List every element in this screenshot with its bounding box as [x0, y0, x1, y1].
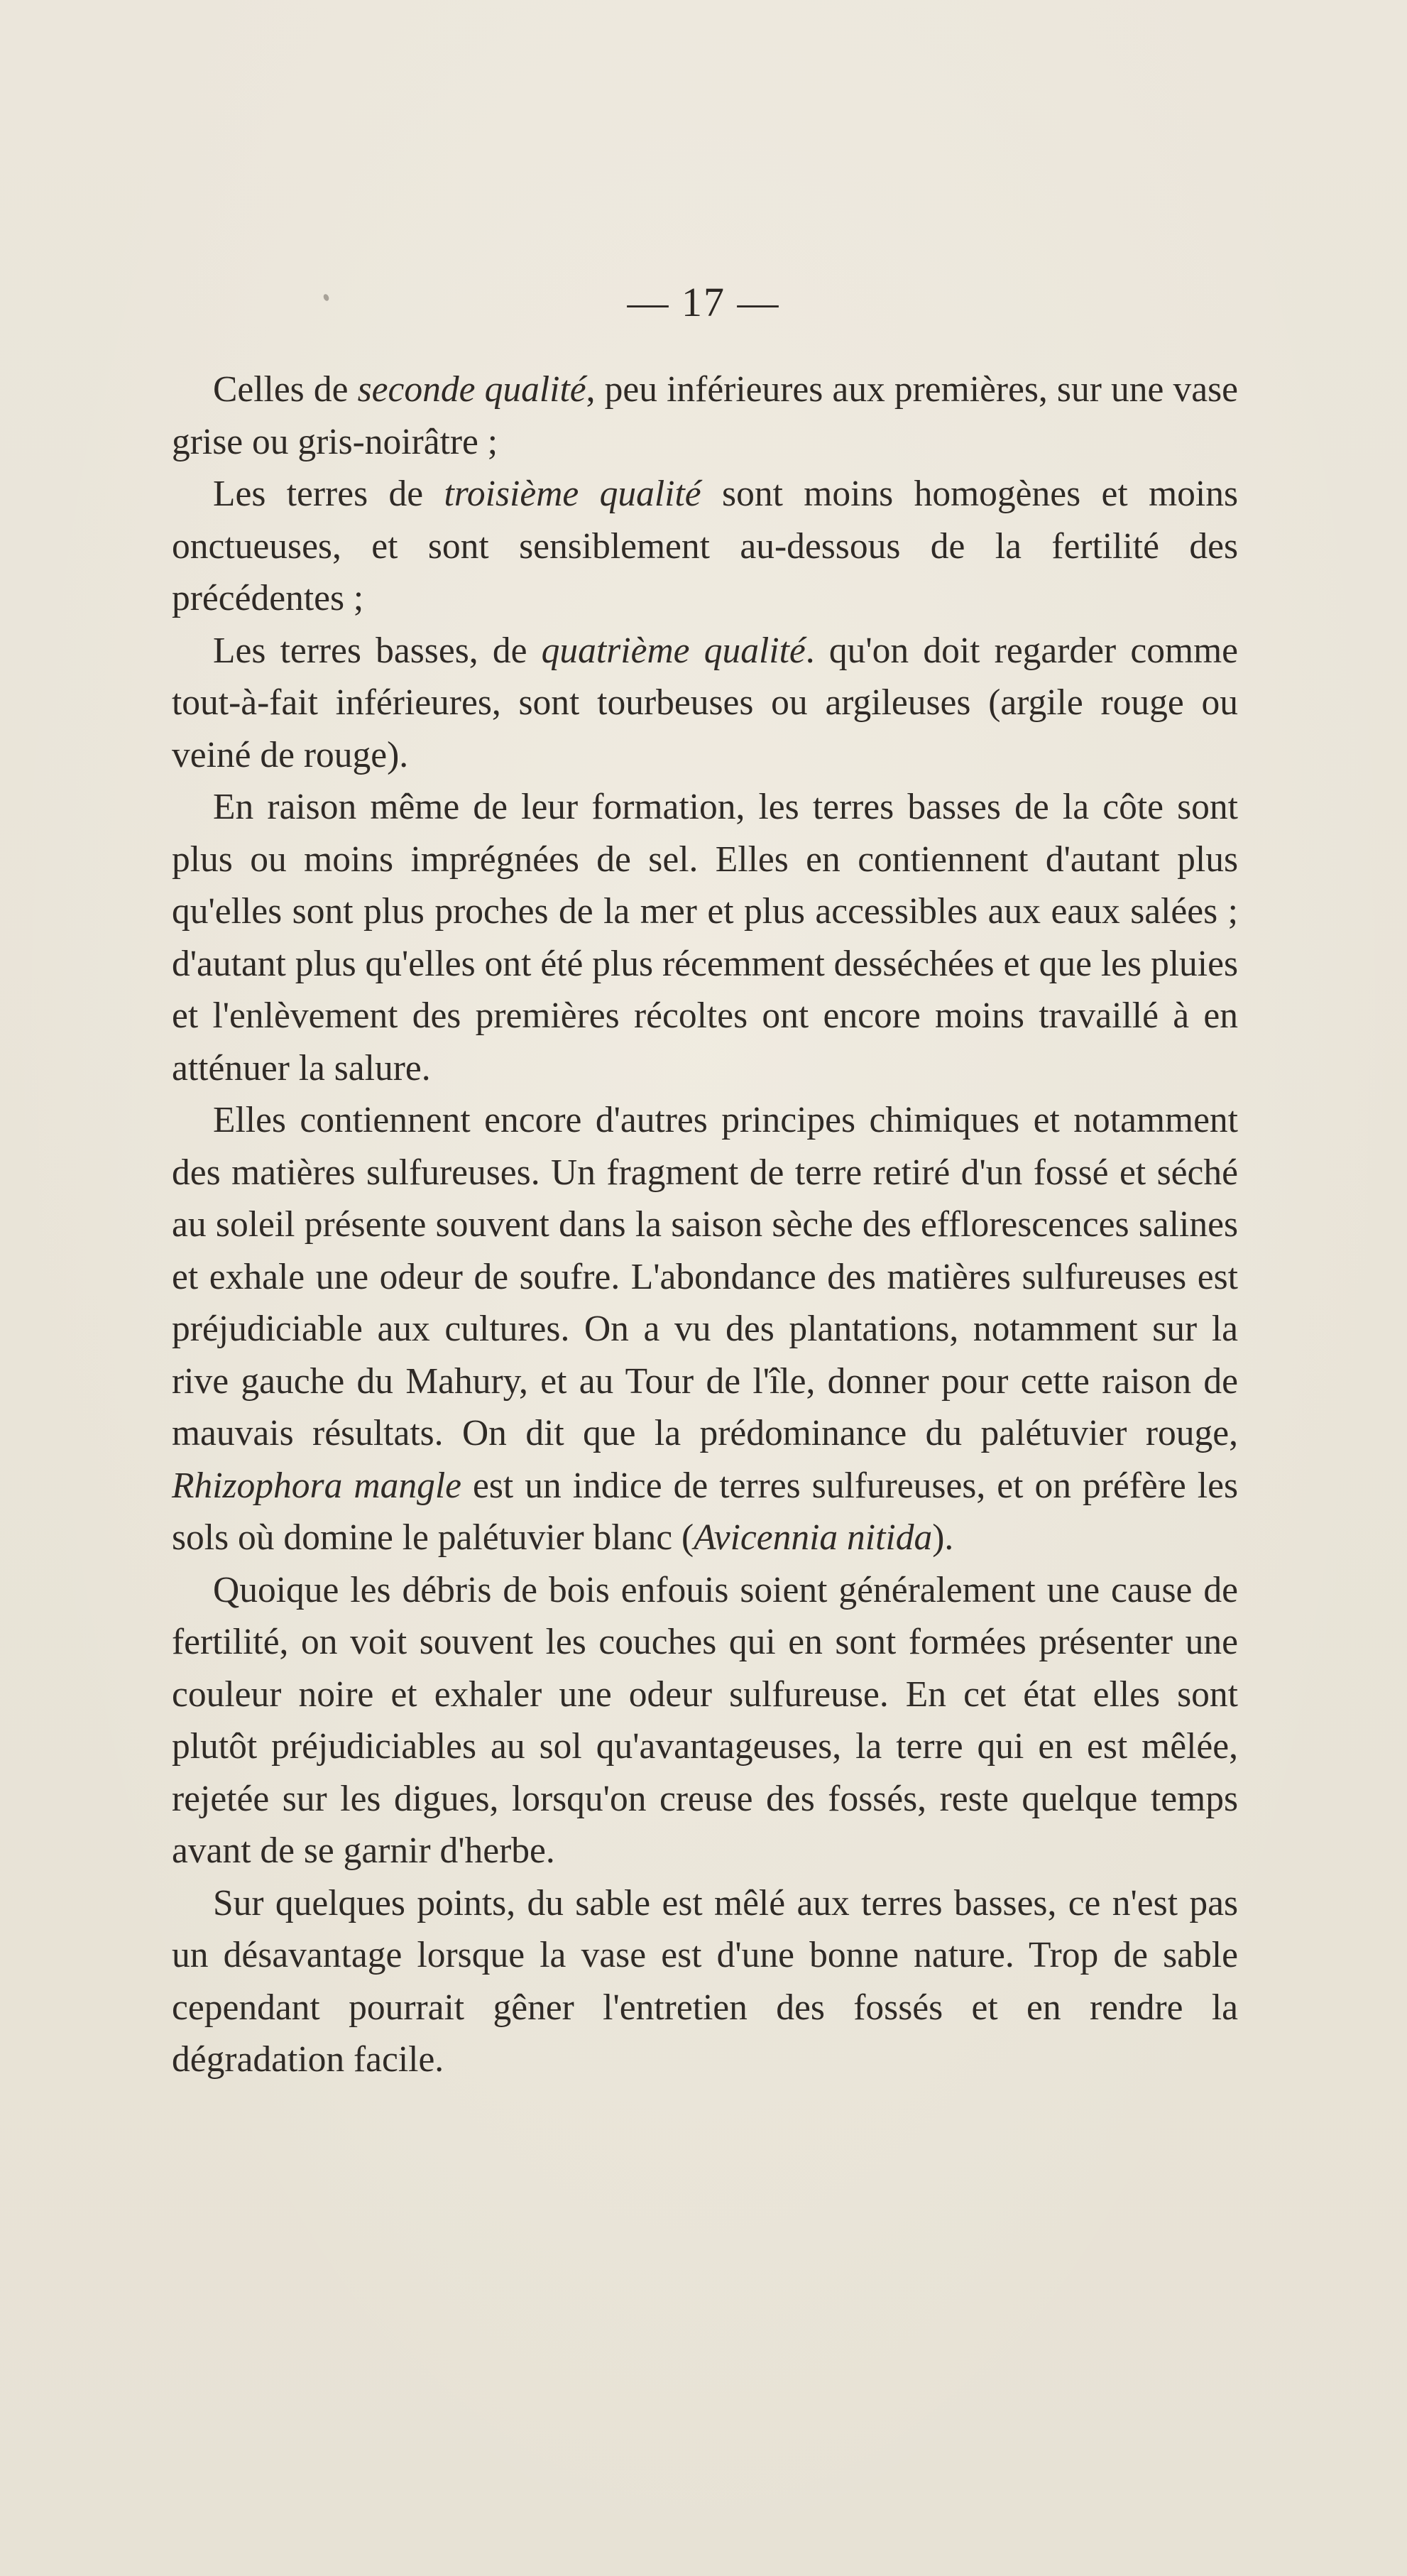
- body-text: [172, 364, 1238, 2086]
- text-run: est un indice de terres sulfureuses, et on préfère les sols où domine le palétuvier blanc (: [172, 1465, 1238, 1558]
- text-run: En raison même de leur formation, les terres basses de la côte sont plus ou moins imprégnées de sel. Elles en contiennent d'autant plus qu'elles sont plus proches de la mer et plus accessibles aux eaux salées ; d'autant plus qu'elles ont été plus récemment desséchées et que les pluies et l'enlèvement des premières récoltes ont encore moins travaillé à en atténuer la salure.: [172, 787, 1238, 1088]
- paragraph-4: [172, 781, 1238, 1094]
- paragraph-6: [172, 1564, 1238, 1877]
- paragraph-2: [172, 468, 1238, 625]
- text-run: ).: [932, 1517, 954, 1558]
- paragraph-1: [172, 364, 1238, 468]
- italic-term: troisième qualité: [444, 474, 701, 514]
- text-run: Les terres basses, de: [213, 630, 542, 671]
- italic-term: Avicennia nitida: [694, 1517, 933, 1558]
- page-number: — 17 —: [627, 279, 780, 325]
- text-run: . qu'on doit regarder comme tout-à-fait inférieures, sont tourbeuses ou argileuses (argile rouge ou veiné de rouge).: [172, 630, 1238, 775]
- text-run: Les terres de: [213, 474, 444, 514]
- text-run: Elles contiennent encore d'autres principes chimiques et notamment des matières sulfureuses. Un fragment de terre retiré d'un fossé et séché au soleil présente souvent dans la saison sèche des efflorescences salines et exhale une odeur de soufre. L'abondance des matières sulfureuses est préjudiciable aux cultures. On a vu des plantations, notamment sur la rive gauche du Mahury, et au Tour de l'île, donner pour cette raison de mauvais résultats. On dit que la prédominance du palétuvier rouge,: [172, 1100, 1238, 1453]
- italic-term: Rhizophora mangle: [172, 1465, 461, 1506]
- text-run: sont moins homogènes et moins onctueuses, et sont sensiblement au-dessous de la fertilité des précédentes ;: [172, 474, 1238, 618]
- text-run: , peu inférieures aux premières, sur une vase grise ou gris-noirâtre ;: [172, 369, 1238, 462]
- paragraph-5: [172, 1094, 1238, 1564]
- italic-term: seconde qualité: [357, 369, 586, 410]
- text-run: Sur quelques points, du sable est mêlé aux terres basses, ce n'est pas un désavantage lorsque la vase est d'une bonne nature. Trop de sable cependant pourrait gêner l'entretien des fossés et en rendre la dégradation facile.: [172, 1882, 1238, 2080]
- italic-term: quatrième qualité: [541, 630, 806, 671]
- paragraph-7: [172, 1877, 1238, 2086]
- paragraph-3: [172, 625, 1238, 782]
- text-run: Quoique les débris de bois enfouis soient généralement une cause de fertilité, on voit souvent les couches qui en sont formées présenter une couleur noire et exhaler une odeur sulfureuse. En cet état elles sont plutôt préjudiciables au sol qu'avantageuses, la terre qui en est mêlée, rejetée sur les digues, lorsqu'on creuse des fossés, reste quelque temps avant de se garnir d'herbe.: [172, 1569, 1238, 1871]
- text-run: Celles de: [213, 369, 358, 410]
